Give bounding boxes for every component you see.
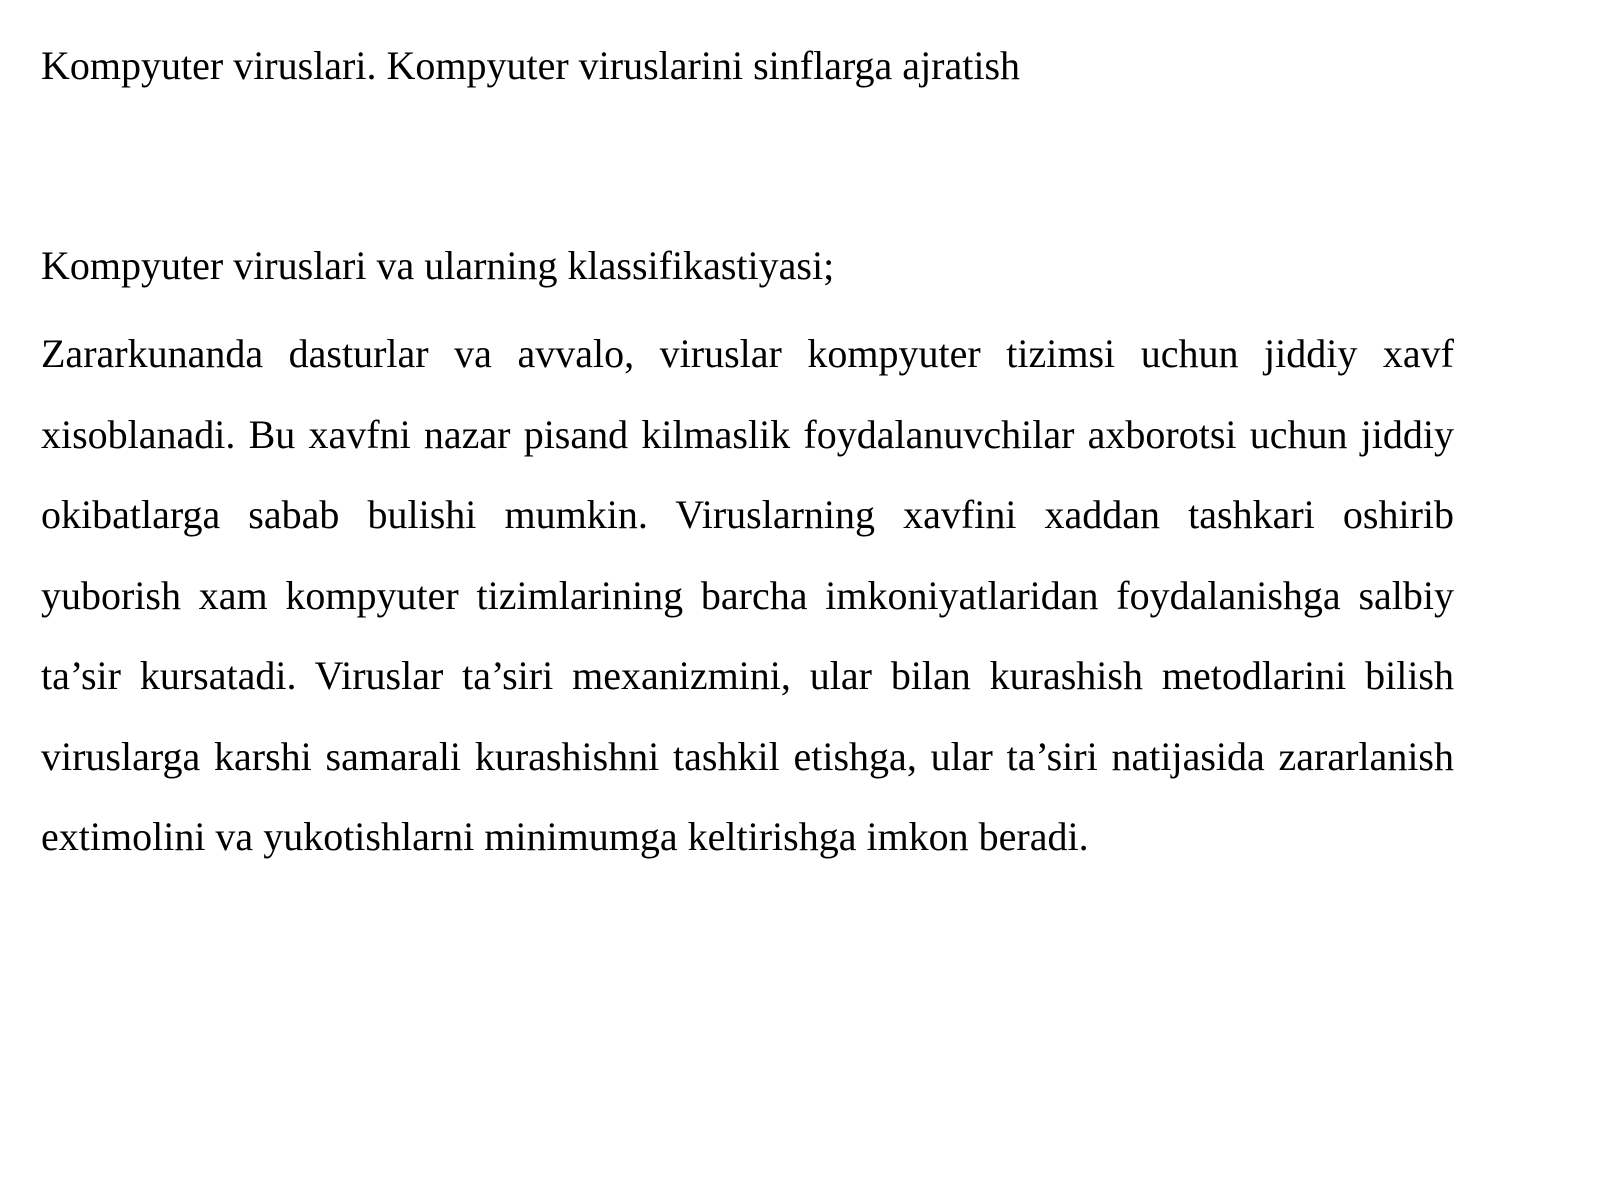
- section-heading: Kompyuter viruslari va ularning klassifikastiyasi;: [41, 243, 835, 288]
- document-title: Kompyuter viruslari. Kompyuter viruslarini sinflarga ajratish: [41, 43, 1021, 88]
- body-paragraph: Zararkunanda dasturlar va avvalo, viruslar kompyuter tizimsi uchun jiddiy xavf xisoblanadi. Bu xavfni nazar pisand kilmaslik foydalanuvchilar axborotsi uchun jiddiy okibatlarga sabab bulishi mumkin. Viruslarning xavfini xaddan tashkari oshirib yuborish xam kompyuter tizimlarining barcha imkoniyatlaridan foydalanishga salbiy ta’sir kursatadi. Viruslar ta’siri mexanizmini, ular bilan kurashish metodlarini bilish viruslarga karshi samarali kurashishni tashkil etishga, ular ta’siri natijasida zararlanish extimolini va yukotishlarni minimumga keltirishga imkon beradi.: [41, 331, 1454, 859]
